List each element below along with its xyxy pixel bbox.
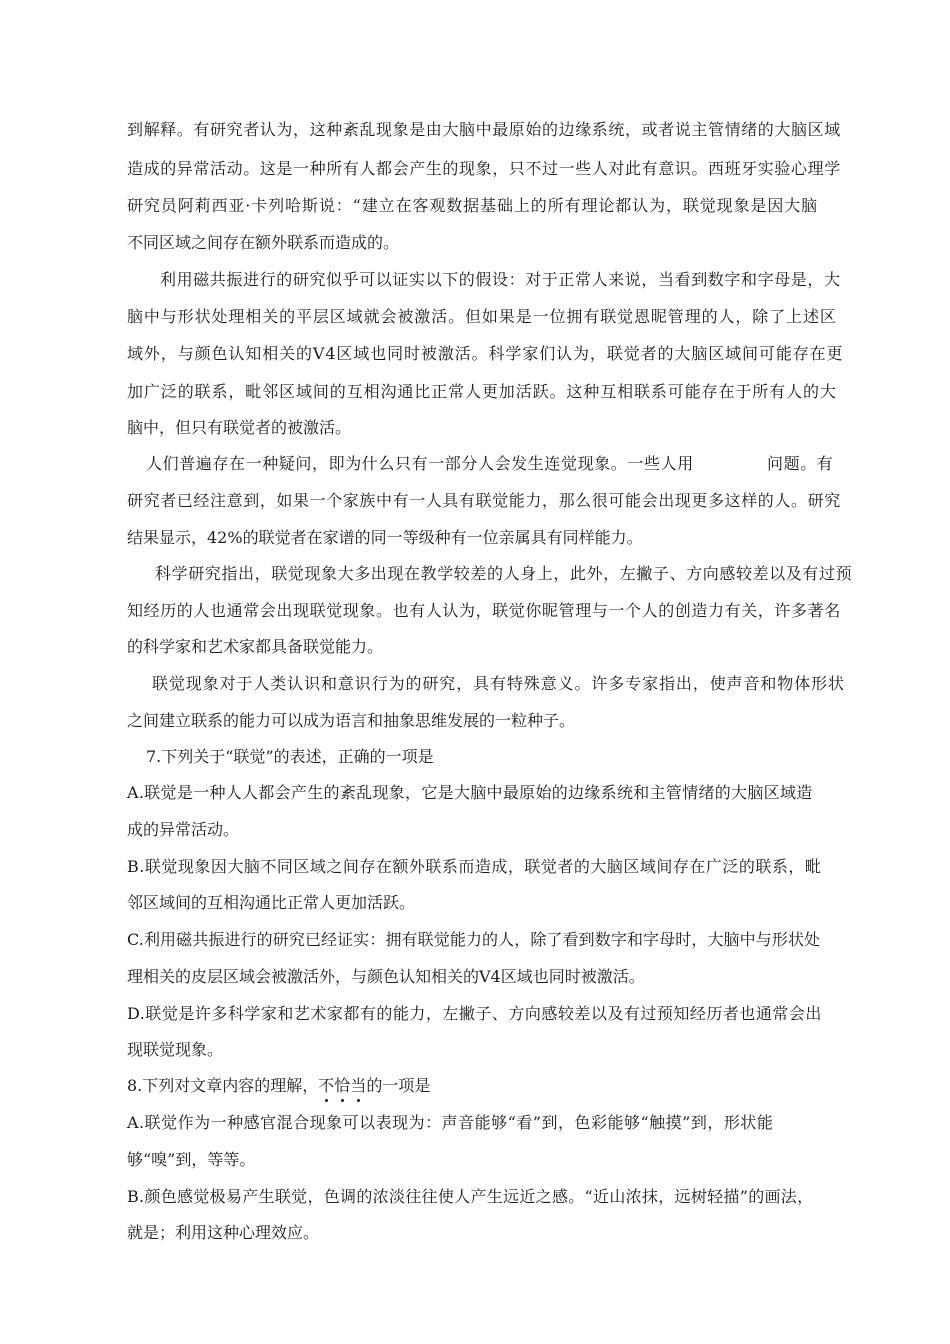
option-a-cont: 够“嗅”到，等等。 (127, 1150, 256, 1169)
text-line: 联觉现象对于人类认识和意识行为的研究，具有特殊意义。许多专家指出，使声音和物体形状 (152, 674, 845, 693)
option-b: B.联觉现象因大脑不同区域之间存在额外联系而造成，联觉者的大脑区域间存在广泛的联系，毗 (127, 857, 822, 876)
text-line: 科学研究指出，联觉现象大多出现在教学较差的人身上，此外，左撇子、方向感较差以及有过预 (155, 564, 853, 583)
text-line: 研究员阿莉西亚·卡列哈斯说：“建立在客观数据基础上的所有理论都认为，联觉现象是因大脑 (127, 196, 819, 215)
option-c-cont: 理相关的皮层区域会被激活外，与颜色认知相关的V4区域也同时被激活。 (127, 967, 645, 986)
text-line: 加广泛的联系，毗邻区域间的互相沟通比正常人更加活跃。这种互相联系可能存在于所有人的大 (127, 382, 837, 401)
option-a: A.联觉作为一种感官混合现象可以表现为：声音能够“看”到，色彩能够“触摸”到，形状能 (127, 1113, 774, 1132)
text-line: 不同区域之间存在额外联系而造成的。 (127, 233, 400, 252)
text-line: 研究者已经注意到，如果一个家族中有一人具有联觉能力，那么很可能会出现更多这样的人。研究 (127, 491, 841, 510)
option-a-cont: 成的异常活动。 (127, 820, 240, 839)
text-line: 脑中，但只有联觉者的被激活。 (127, 418, 352, 437)
option-b-cont: 邻区域间的互相沟通比正常人更加活跃。 (127, 893, 416, 912)
text-line: 到解释。有研究者认为，这种紊乱现象是由大脑中最原始的边缘系统，或者说主管情绪的大脑区域 (127, 120, 841, 139)
question-8-stem (127, 1075, 430, 1097)
text-line: 结果显示，42%的联觉者在家谱的同一等级种有一位亲属具有同样能力。 (127, 528, 643, 547)
text-line: 问题。有 (767, 454, 834, 473)
question-7-stem: 7.下列关于“联觉”的表述，正确的一项是 (146, 747, 434, 766)
question-8-text-end: 的一项是 (366, 1076, 431, 1095)
option-c: C.利用磁共振进行的研究已经证实：拥有联觉能力的人，除了看到数字和字母时，大脑中与形状处 (127, 930, 821, 949)
text-line: 之间建立联系的能力可以成为语言和抽象思维发展的一粒种子。 (127, 711, 576, 730)
emphasis-char: 不 (318, 1076, 335, 1095)
text-line: 利用磁共振进行的研究似乎可以证实以下的假设：对于正常人来说，当看到数字和字母是，大 (160, 270, 841, 289)
emphasis-char: 当 (350, 1076, 367, 1095)
option-d: D.联觉是许多科学家和艺术家都有的能力，左撇子、方向感较差以及有过预知经历者也通常会出 (127, 1004, 822, 1023)
option-b-cont: 就是；利用这种心理效应。 (127, 1223, 320, 1242)
text-line: 脑中与形状处理相关的平层区域就会被激活。但如果是一位拥有联觉恩昵管理的人，除了上述区 (127, 307, 837, 326)
option-a: A.联觉是一种人人都会产生的紊乱现象，它是大脑中最原始的边缘系统和主管情绪的大脑区域造 (127, 783, 813, 802)
text-line: 的科学家和艺术家都具备联觉能力。 (127, 637, 384, 656)
option-b: B.颜色感觉极易产生联觉，色调的浓淡往往使人产生远近之感。“近山浓抹，远树轻描”的画法， (127, 1187, 814, 1206)
text-line: 造成的异常活动。这是一种所有人都会产生的现象，只不过一些人对此有意识。西班牙实验心理学 (127, 159, 841, 178)
emphasis-char: 恰 (334, 1076, 351, 1095)
text-line: 知经历的人也通常会出现联觉现象。也有人认为，联觉你昵管理与一个人的创造力有关，许多著名 (127, 601, 841, 620)
question-8-text: 8.下列对文章内容的理解， (127, 1076, 319, 1095)
text-line: 域外，与颜色认知相关的V4区域也同时被激活。科学家们认为，联觉者的大脑区域间可能存在更 (127, 344, 844, 363)
option-d-cont: 现联觉现象。 (127, 1040, 224, 1059)
text-line: 人们普遍存在一种疑问，即为什么只有一部分人会发生连觉现象。一些人用 (146, 454, 694, 473)
